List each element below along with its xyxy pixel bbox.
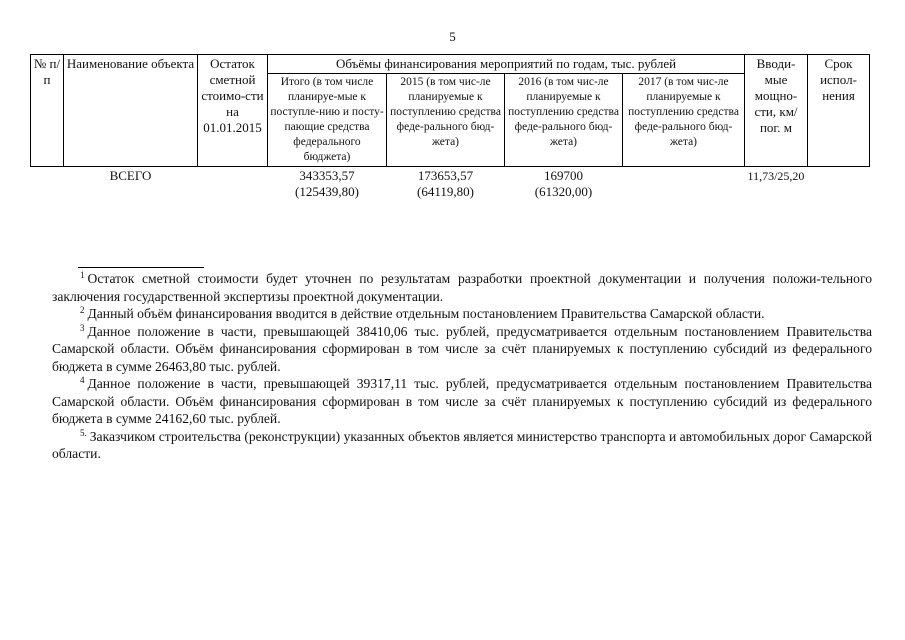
footnote-mark: 3 xyxy=(80,322,85,333)
header-capacity: Вводи-мые мощно-сти, км/пог. м xyxy=(745,55,808,167)
page-number: 5 xyxy=(449,29,456,44)
footnote-mark: 5. xyxy=(80,427,87,438)
header-2015: 2015 (в том чис-ле планируемые к поступлению средства феде-рального бюд-жета) xyxy=(387,74,505,167)
cell-total xyxy=(268,167,387,202)
footnote-mark: 4 xyxy=(80,375,85,385)
cell-num xyxy=(31,167,64,202)
cell-2016-main: 169700 xyxy=(544,168,583,183)
cell-capacity: 11,73/25,20 xyxy=(747,169,805,183)
header-total: Итого (в том числе планируе-мые к поступле-нию и посту-пающие средства федерального бюджета) xyxy=(268,74,387,167)
footnote-mark: 1 xyxy=(80,270,85,280)
cell-2015 xyxy=(387,167,505,202)
cell-balance xyxy=(198,167,268,202)
footnote-2 xyxy=(52,305,872,323)
cell-2017 xyxy=(623,167,745,202)
footnote-text: Данный объём финансирования вводится в действие отдельным постановлением Правительства Самарской области. xyxy=(87,306,765,321)
footnote-text: Заказчиком строительства (реконструкции) указанных объектов является министерство транспорта и автомобильных дорог Самарской области. xyxy=(52,428,872,461)
header-num: № п/п xyxy=(31,55,64,167)
footnote-text: Данное положение в части, превышающей 39317,11 тыс. рублей, предусматривается отдельным постановлением Правительства Самарской области. Объём финансирования сформирован в том числе за счёт планируемых к поступлению субсидий из федерального бюджета в сумме 24162,60 тыс. рублей. xyxy=(52,376,872,426)
header-term: Срок испол-нения xyxy=(808,55,870,167)
footnote-text: Остаток сметной стоимости будет уточнен по результатам разработки проектной документации и получения положи-тельного заключения государственной экспертизы проектной документации. xyxy=(52,271,872,304)
cell-2016 xyxy=(505,167,623,202)
financing-table xyxy=(30,54,870,201)
cell-total-main: 343353,57 xyxy=(299,168,355,183)
header-name: Наименование объекта xyxy=(64,55,198,167)
cell-term xyxy=(808,167,870,202)
cell-2015-main: 173653,57 xyxy=(417,168,474,183)
footnote-mark: 2 xyxy=(80,305,85,315)
header-financing-group: Объёмы финансирования мероприятий по годам, тыс. рублей xyxy=(268,55,745,74)
footnote-5 xyxy=(52,428,872,463)
footnotes xyxy=(52,270,872,463)
table-row-total xyxy=(31,167,870,202)
footnote-3 xyxy=(52,323,872,376)
cell-name: ВСЕГО xyxy=(109,168,152,183)
header-balance: Остаток сметной стоимо-сти на 01.01.2015 xyxy=(198,55,268,167)
footnote-divider xyxy=(78,267,204,268)
footnote-text: Данное положение в части, превышающей 38410,06 тыс. рублей, предусматривается отдельным постановлением Правительства Самарской области. Объём финансирования сформирован в том числе за счёт планируемых к поступлению субсидий из федерального бюджета в сумме 26463,80 тыс. рублей. xyxy=(52,323,872,374)
cell-2015-fed: (64119,80) xyxy=(417,184,474,199)
cell-2016-fed: (61320,00) xyxy=(534,184,593,199)
footnote-1 xyxy=(52,270,872,305)
header-2017: 2017 (в том чис-ле планируемые к поступлению средства феде-рального бюд-жета) xyxy=(623,74,745,167)
footnote-4 xyxy=(52,375,872,428)
header-2016: 2016 (в том чис-ле планируемые к поступлению средства феде-рального бюд-жета) xyxy=(505,74,623,167)
cell-total-fed: (125439,80) xyxy=(295,184,359,199)
